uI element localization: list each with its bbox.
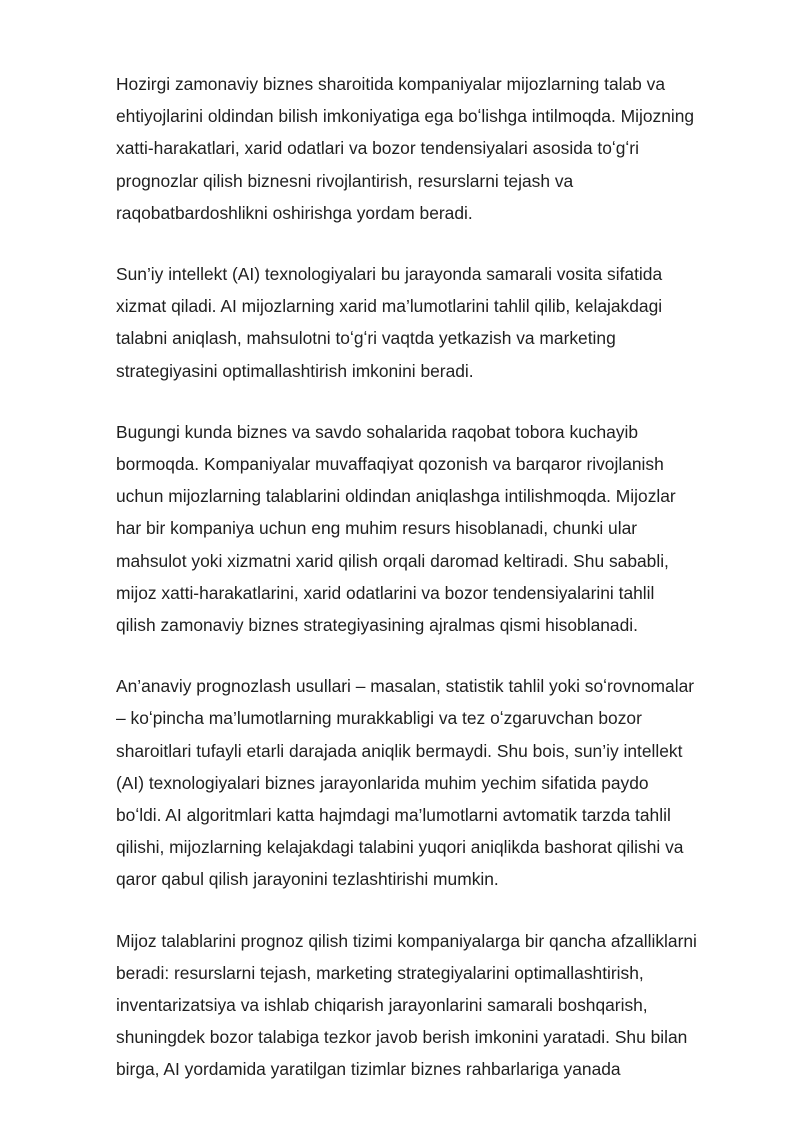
paragraph-1: Hozirgi zamonaviy biznes sharoitida kompaniyalar mijozlarning talab va ehtiyojlarini oldindan bilish imkoniyatiga ega boʻlishga intilmoqda. Mijozning xatti-harakatlari, xarid odatlari va bozor tendensiyalari asosida toʻgʻri prognozlar qilish biznesni rivojlantirish, resurslarni tejash va raqobatbardoshlikni oshirishga yordam beradi. (116, 74, 695, 223)
paragraph-3: Bugungi kunda biznes va savdo sohalarida raqobat tobora kuchayib bormoqda. Kompaniyalar muvaffaqiyat qozonish va barqaror rivojlanish uchun mijozlarning talablarini oldindan aniqlashga intilishmoqda. Mijozlar har bir kompaniya uchun eng muhim resurs hisoblanadi, chunki ular mahsulot yoki xizmatni xarid qilish orqali daromad keltiradi. Shu sababli, mijoz xatti-harakatlarini, xarid odatlarini va bozor tendensiyalarini tahlil qilish zamonaviy biznes strategiyasining ajralmas qismi hisoblanadi. (116, 421, 676, 636)
paragraph-2: Sun’iy intellekt (AI) texnologiyalari bu jarayonda samarali vosita sifatida xizmat qiladi. AI mijozlarning xarid ma’lumotlarini tahlil qilib, kelajakdagi talabni aniqlash, mahsulotni toʻgʻri vaqtda yetkazish va marketing strategiyasini optimallashtirish imkonini beradi. (116, 264, 663, 381)
paragraph-5: Mijoz talablarini prognoz qilish tizimi kompaniyalarga bir qancha afzalliklarni beradi: resurslarni tejash, marketing strategiyalarini optimallashtirish, inventarizatsiya va ishlab chiqarish jarayonlarini samarali boshqarish, shuningdek bozor talabiga tezkor javob berish imkonini yaratadi. Shu bilan birga, AI yordamida yaratilgan tizimlar biznes rahbarlariga yanada (116, 930, 697, 1080)
paragraph-4: An’anaviy prognozlash usullari – masalan, statistik tahlil yoki soʻrovnomalar – koʻpincha ma’lumotlarning murakkabligi va tez oʻzgaruvchan bozor sharoitlari tufayli etarli darajada aniqlik bermaydi. Shu bois, sun’iy intellekt (AI) texnologiyalari biznes jarayonlarida muhim yechim sifatida paydo boʻldi. AI algoritmlari katta hajmdagi ma’lumotlarni avtomatik tarzda tahlil qilishi, mijozlarning kelajakdagi talabini yuqori aniqlikda bashorat qilishi va qaror qabul qilish jarayonini tezlashtirishi mumkin. (116, 676, 695, 890)
